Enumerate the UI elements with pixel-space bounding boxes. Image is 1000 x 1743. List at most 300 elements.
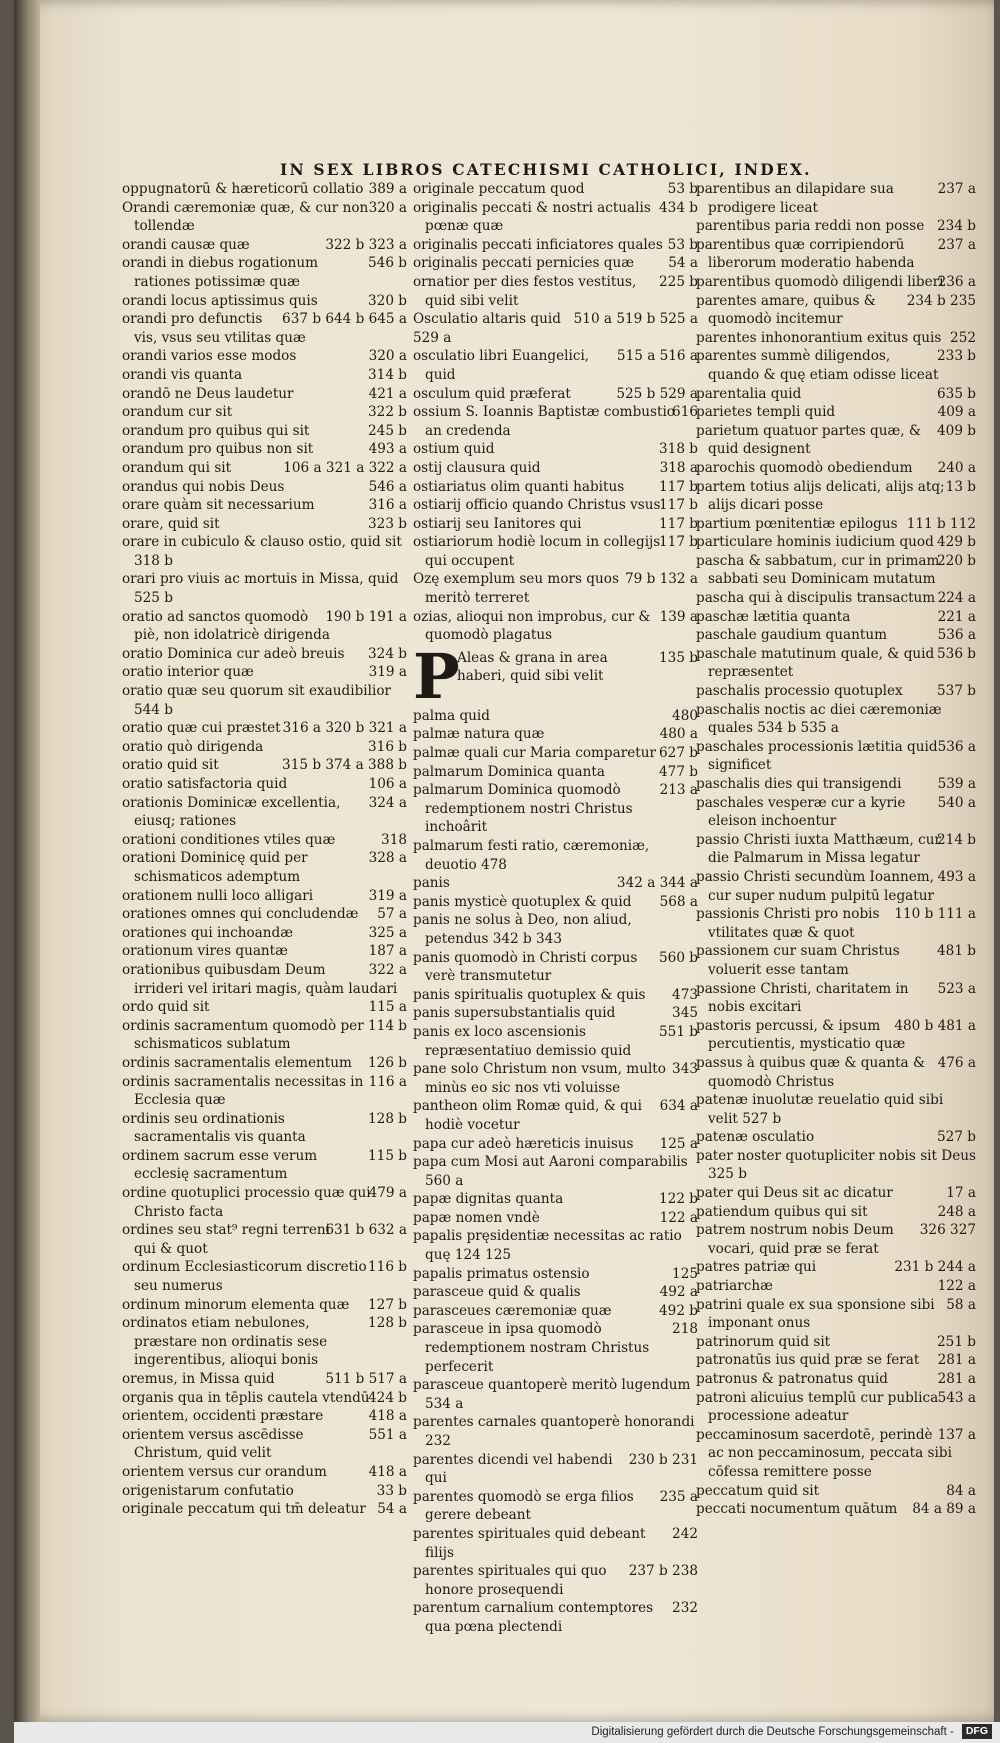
index-entry-pages: 320 a — [368, 348, 407, 365]
index-entry — [122, 663, 407, 682]
index-entry — [122, 1296, 407, 1315]
index-entry — [122, 1407, 407, 1426]
index-entry-pages: 252 — [950, 329, 976, 346]
index-entry — [122, 199, 407, 236]
index-entry — [122, 440, 407, 459]
index-entry-pages: 322 b 323 a — [325, 236, 407, 253]
index-entry — [413, 1451, 698, 1488]
index-entry-pages: 635 b — [937, 385, 976, 402]
index-entry — [122, 1073, 407, 1110]
index-entry — [413, 459, 698, 478]
index-entry — [696, 1296, 976, 1333]
index-entry-pages: 281 a — [937, 1352, 976, 1369]
index-entry-pages: 546 a — [368, 478, 407, 495]
index-entry-text: panis — [413, 875, 450, 892]
index-entry-text: peccaminosum sacerdotē, perindè ac non peccaminosum, peccata sibi cōfessa remittere posse — [696, 1426, 952, 1480]
index-entry-pages: 58 a — [946, 1296, 976, 1313]
index-entry — [413, 1525, 698, 1562]
index-entry-pages: 54 a — [668, 255, 698, 272]
index-entry-text: paschalis processio quotuplex — [696, 683, 903, 700]
index-entry-pages: 325 a — [368, 924, 407, 941]
index-entry-pages: 235 a — [659, 1488, 698, 1505]
index-entry-pages: 511 b 517 a — [325, 1371, 407, 1387]
index-entry-pages: 418 a — [368, 1463, 407, 1480]
index-entry-text: pastoris percussi, & ipsum percutientis, mysticatio quæ — [696, 1017, 906, 1053]
index-entry-pages: 117 b — [659, 534, 698, 551]
index-column-1 — [122, 180, 407, 1518]
index-entry-pages: 492 a — [659, 1284, 698, 1301]
index-entry-text: osculum quid præferat — [413, 385, 571, 402]
index-entry — [413, 1060, 698, 1097]
index-entry-pages: 324 b — [368, 645, 407, 662]
index-entry — [696, 1184, 976, 1203]
index-entry — [122, 1426, 407, 1463]
index-entry-text: parentes carnales quantoperè honorandi 232 — [413, 1414, 695, 1449]
index-entry-text: ordinem sacrum esse verum ecclesię sacramentum — [122, 1147, 318, 1183]
index-entry-text: ordinis sacramentalis necessitas in Ecclesia quæ — [122, 1073, 364, 1109]
index-entry — [413, 763, 698, 782]
index-entry-pages: 106 a 321 a 322 a — [283, 459, 407, 476]
index-entry — [413, 1488, 698, 1525]
index-entry — [122, 496, 407, 515]
index-entry — [122, 422, 407, 441]
index-entry-text: paschales vesperæ cur a kyrie eleison inchoentur — [696, 794, 906, 830]
index-entry-pages: 139 a — [659, 608, 698, 625]
index-entry-text: palmarum Dominica quanta — [413, 763, 605, 780]
index-entry — [413, 608, 698, 645]
index-entry-pages: 128 b — [368, 1315, 407, 1332]
index-entry — [413, 1302, 698, 1321]
index-entry — [696, 831, 976, 868]
index-entry-text: partem totius alijs delicati, alijs atq; alijs dicari posse — [696, 478, 945, 514]
index-entry-text: originale peccatum quod — [413, 181, 585, 197]
index-entry-text: parietes templi quid — [696, 404, 836, 421]
index-entry-pages: 231 b 244 a — [894, 1259, 976, 1276]
index-entry-text: parentes spirituales quid debeant filijs — [413, 1525, 646, 1561]
index-entry — [696, 533, 976, 552]
index-entry-text: ossium S. Ioannis Baptistæ combustio an credenda — [413, 404, 675, 439]
index-entry — [122, 924, 407, 943]
index-entry-pages: 237 a — [937, 181, 976, 197]
index-entry-pages: 537 b — [937, 683, 976, 700]
index-column-3 — [696, 180, 976, 1518]
index-entry — [122, 756, 407, 775]
index-entry — [696, 1128, 976, 1147]
index-entry-pages: 54 a — [377, 1501, 407, 1518]
index-entry-text: patronatūs ius quid præ se ferat — [696, 1352, 920, 1369]
index-entry-pages: 127 b — [368, 1296, 407, 1313]
index-entry-text: ordine quotuplici processio quæ qui Christo facta — [122, 1185, 371, 1220]
index-entry — [413, 329, 698, 348]
index-entry-pages: 409 b — [937, 422, 976, 439]
index-entry-text: ostiariorum hodiè locum in collegijs qui occupent — [413, 534, 661, 569]
index-entry-text: orientem, occidenti præstare — [122, 1408, 324, 1425]
index-entry — [122, 1221, 407, 1258]
index-entry-pages: 137 a — [937, 1426, 976, 1443]
index-entry-text: papa cur adeò hæreticis inuisus — [413, 1135, 634, 1152]
index-entry — [122, 887, 407, 906]
index-entry — [122, 775, 407, 794]
index-entry-text: orandi in diebus rogationum rationes potissimæ quæ — [122, 255, 319, 290]
index-entry — [413, 837, 698, 874]
index-entry-pages: 523 a — [937, 980, 976, 997]
index-entry-pages: 236 a — [937, 273, 976, 290]
index-entry-text: pater qui Deus sit ac dicatur — [696, 1185, 893, 1202]
index-entry — [122, 180, 407, 199]
index-entry-pages: 616 — [672, 404, 698, 421]
index-entry-text: ordo quid sit — [122, 999, 210, 1016]
index-entry — [696, 217, 976, 236]
index-entry-pages: 281 a — [937, 1371, 976, 1387]
index-entry — [413, 986, 698, 1005]
index-entry — [696, 236, 976, 273]
dfg-logo: DFG — [962, 1724, 992, 1739]
index-entry-pages: 540 a — [937, 794, 976, 811]
index-entry-text: patrinorum quid sit — [696, 1333, 831, 1350]
index-entry — [122, 292, 407, 311]
index-entry — [696, 273, 976, 292]
index-entry-pages: 237 b 238 — [628, 1563, 698, 1580]
index-entry-text: peccati nocumentum quātum — [696, 1501, 898, 1518]
index-entry-text: osculatio libri Euangelici, quid — [413, 348, 590, 383]
index-entry-text: orandum pro quibus non sit — [122, 441, 314, 458]
index-entry-text: originalis peccati & nostri actualis pœnæ quæ — [413, 199, 651, 235]
index-entry-text: patenæ osculatio — [696, 1129, 815, 1146]
index-entry-text: ordinatos etiam nebulones, præstare non ordinatis sese ingerentibus, alioqui bonis — [122, 1315, 328, 1369]
index-entry-text: ozias, alioqui non improbus, cur & quomodò plagatus — [413, 608, 651, 644]
index-entry — [122, 515, 407, 534]
index-entry-text: oratio ad sanctos quomodò piè, non idolatricè dirigenda — [122, 608, 330, 644]
index-entry-pages: 424 b — [368, 1389, 407, 1406]
index-entry — [696, 868, 976, 905]
index-entry-text: parietum quatuor partes quæ, & quid designent — [696, 422, 921, 458]
index-entry-pages: 492 b — [659, 1302, 698, 1319]
index-entry-text: oratio quid sit — [122, 757, 219, 774]
index-entry-text: passione Christi, charitatem in nobis excitari — [696, 980, 909, 1016]
index-entry-text: palmæ natura quæ — [413, 726, 545, 743]
index-entry-pages: 237 a — [937, 236, 976, 253]
index-entry-pages: 224 a — [937, 590, 976, 607]
index-entry-pages: 480 — [672, 707, 698, 724]
index-entry-text: parasceue in ipsa quomodò redemptionem nostram Christus perfecerit — [413, 1321, 650, 1375]
index-entry-text: oppugnatorū & hæreticorū collatio — [122, 181, 364, 197]
index-entry-text: orandi pro defunctis vis, vsus seu vtilitas quæ — [122, 311, 306, 346]
index-entry-pages: 318 — [381, 831, 407, 848]
index-entry-text: patriarchæ — [696, 1278, 773, 1295]
index-entry — [122, 608, 407, 645]
index-entry-pages: 117 b — [659, 478, 698, 495]
index-entry — [413, 1227, 698, 1264]
index-entry — [696, 403, 976, 422]
index-entry — [122, 1314, 407, 1370]
index-entry-text: oremus, in Missa quid — [122, 1371, 275, 1387]
index-entry-text: ostiarij seu Ianitores qui — [413, 515, 582, 532]
index-entry-text: partium pœnitentiæ epilogus — [696, 515, 898, 532]
index-entry-pages: 240 a — [937, 459, 976, 476]
index-entry-pages: 213 a — [659, 782, 698, 799]
index-entry-text: pane solo Christum non vsum, multo minùs eo sic nos vti voluisse — [413, 1061, 666, 1096]
index-entry — [413, 403, 698, 440]
index-entry — [696, 682, 976, 701]
index-entry-text: pascha qui à discipulis transactum — [696, 590, 936, 607]
index-entry — [413, 725, 698, 744]
index-entry-pages: 214 b — [937, 831, 976, 848]
index-entry-pages: 190 b 191 a — [325, 608, 407, 625]
index-entry-pages: 248 a — [937, 1203, 976, 1220]
index-entry-pages: 631 b 632 a — [325, 1222, 407, 1239]
index-entry — [413, 781, 698, 837]
index-entry-text: parentibus paria reddi non posse — [696, 218, 925, 235]
index-entry — [122, 831, 407, 850]
index-entry-pages: 515 a 516 a — [616, 348, 698, 365]
index-entry-pages: 481 b — [937, 943, 976, 960]
index-entry-text: orationi Dominicę quid per schismaticos ademptum — [122, 850, 308, 885]
index-entry-text: oratio quæ seu quorum sit exaudibilior 544 b — [122, 683, 392, 718]
index-entry — [696, 794, 976, 831]
index-entry-pages: 53 b — [667, 181, 698, 197]
index-entry-pages: 480 b 481 a — [894, 1017, 976, 1034]
index-entry-pages: 221 a — [937, 608, 976, 625]
index-entry — [413, 893, 698, 912]
index-entry — [413, 874, 698, 893]
index-entry-pages: 122 b — [659, 1191, 698, 1208]
index-entry — [413, 1413, 698, 1450]
index-entry-pages: 525 b 529 a — [616, 385, 698, 402]
index-entry — [413, 1209, 698, 1228]
index-entry-text: orandō ne Deus laudetur — [122, 385, 294, 402]
index-entry-text: papa cum Mosi aut Aaroni comparabilis 560 a — [413, 1154, 688, 1189]
index-entry-pages: 125 — [672, 1265, 698, 1282]
index-entry — [696, 645, 976, 682]
index-entry — [413, 273, 698, 310]
index-entry-pages: 318 b — [659, 441, 698, 458]
index-entry-text: Orandi cæremoniæ quæ, & cur non tollendæ — [122, 199, 369, 235]
index-entry-text: pantheon olim Romæ quid, & qui hodiè vocetur — [413, 1098, 642, 1133]
index-entry-pages: 316 b — [368, 738, 407, 755]
index-entry-pages: 493 a — [937, 868, 976, 885]
index-entry-pages: 342 a 344 a — [616, 875, 698, 892]
index-entry-pages: 114 b — [368, 1017, 407, 1034]
index-entry-text: parentes quomodò se erga filios gerere debeant — [413, 1488, 634, 1524]
index-entry-text: Aleas & grana in area haberi, quid sibi velit — [457, 649, 608, 685]
index-entry — [696, 1370, 976, 1389]
index-entry-text: parentes amare, quibus & quomodò incitemur — [696, 292, 876, 328]
index-entry-pages: 510 a 519 b 525 a — [573, 311, 698, 328]
index-entry-pages: 110 b 111 a — [894, 906, 976, 923]
index-entry — [696, 1333, 976, 1352]
index-entry-pages: 539 a — [937, 776, 976, 792]
index-entry-pages: 233 b — [937, 348, 976, 365]
index-entry — [122, 849, 407, 886]
index-entry-text: 529 a — [413, 329, 452, 346]
index-entry-pages: 79 b 132 a — [624, 571, 698, 588]
index-entry-text: paschalis dies qui transigendi — [696, 776, 902, 792]
index-entry-text: pater noster quotupliciter nobis sit Deus 325 b — [696, 1147, 976, 1183]
index-entry — [122, 1500, 407, 1519]
index-entry-pages: 84 a — [946, 1482, 976, 1499]
index-entry — [696, 1389, 976, 1426]
index-entry — [413, 1265, 698, 1284]
index-entry-pages: 480 a — [659, 726, 698, 743]
index-entry — [122, 905, 407, 924]
index-entry-text: ordines seu stat⁹ regni terreni qui & quot — [122, 1222, 331, 1257]
index-entry-text: palmæ quali cur Maria comparetur — [413, 745, 656, 762]
index-entry-pages: 218 — [672, 1321, 698, 1338]
index-entry — [122, 459, 407, 478]
index-entry — [122, 1017, 407, 1054]
index-entry — [413, 1153, 698, 1190]
index-entry-text: palmarum Dominica quomodò redemptionem nostri Christus inchoârit — [413, 782, 633, 836]
index-entry — [413, 310, 698, 329]
index-entry — [413, 533, 698, 570]
index-entry-pages: 57 a — [377, 906, 407, 923]
index-entry-text: papalis primatus ostensio — [413, 1265, 590, 1282]
index-entry-text: ordinis seu ordinationis sacramentalis vis quanta — [122, 1110, 306, 1146]
index-entry-pages: 251 b — [937, 1333, 976, 1350]
index-entry-text: orandum cur sit — [122, 404, 233, 421]
index-entry — [413, 1004, 698, 1023]
index-entry-text: ordinis sacramentalis elementum — [122, 1054, 352, 1071]
index-entry — [413, 180, 698, 199]
index-entry — [413, 515, 698, 534]
index-entry-pages: 326 327 — [919, 1222, 976, 1239]
index-entry-text: orandi locus aptissimus quis — [122, 292, 318, 309]
book-spine-shadow — [14, 0, 40, 1722]
index-entry — [122, 403, 407, 422]
index-entry — [122, 682, 407, 719]
index-entry-pages: 242 — [672, 1525, 698, 1542]
index-entry-pages: 551 b — [659, 1023, 698, 1040]
index-entry — [696, 1221, 976, 1258]
index-entry-pages: 115 b — [368, 1147, 407, 1164]
index-entry — [122, 570, 407, 607]
index-entry-pages: 106 a — [368, 776, 407, 792]
index-entry-text: oratio Dominica cur adeò breuis — [122, 645, 345, 662]
index-entry-text: patiendum quibus qui sit — [696, 1203, 868, 1220]
index-entry — [413, 949, 698, 986]
index-entry-text: parentibus quomodò diligendi liberi — [696, 273, 944, 290]
index-entry-text: patrem nostrum nobis Deum vocari, quid præ se ferat — [696, 1222, 894, 1257]
index-entry — [413, 744, 698, 763]
index-entry-text: peccatum quid sit — [696, 1482, 820, 1499]
index-entry-pages: 319 a — [368, 887, 407, 904]
index-entry — [122, 645, 407, 664]
index-entry — [122, 1370, 407, 1389]
index-entry — [696, 1258, 976, 1277]
index-entry-text: orationes qui inchoandæ — [122, 924, 293, 941]
index-entry — [696, 738, 976, 775]
index-entry-text: orandi varios esse modos — [122, 348, 297, 365]
index-entry-text: paschæ lætitia quanta — [696, 608, 851, 625]
index-entry — [413, 707, 698, 726]
index-entry-pages: 536 b — [937, 645, 976, 662]
index-entry-text: parentes dicendi vel habendi qui — [413, 1451, 613, 1487]
footer-credit: Digitalisierung gefördert durch die Deutsche Forschungsgemeinschaft - — [591, 1726, 954, 1738]
index-entry — [696, 515, 976, 534]
index-entry-text: originalis peccati pernicies quæ — [413, 255, 635, 272]
index-entry-pages: 122 a — [659, 1209, 698, 1226]
index-entry-text: parasceue quid & qualis — [413, 1284, 581, 1301]
index-entry-text: orientem versus cur orandum — [122, 1463, 327, 1480]
index-entry-pages: 322 a — [368, 961, 407, 978]
index-entry-text: Ozę exemplum seu mors quos meritò terreret — [413, 571, 619, 607]
index-entry-pages: 536 a — [937, 627, 976, 644]
index-entry-text: ostiariatus olim quanti habitus — [413, 478, 625, 495]
index-entry — [696, 1500, 976, 1519]
index-entry-pages: 117 b — [659, 515, 698, 532]
index-entry-text: patroni alicuius templū cur publica processione adeatur — [696, 1389, 939, 1425]
index-entry — [696, 1017, 976, 1054]
index-entry-pages: 314 b — [368, 366, 407, 383]
index-entry-pages: 421 a — [368, 385, 407, 402]
index-entry-text: Osculatio altaris quid — [413, 311, 561, 328]
index-entry — [696, 292, 976, 329]
index-entry-text: passionem cur suam Christus voluerit esse tantam — [696, 943, 900, 978]
index-entry — [413, 570, 698, 607]
index-entry-text: parentibus quæ corripiendorū liberorum moderatio habenda — [696, 236, 915, 272]
index-entry-text: orationum vires quantæ — [122, 943, 288, 960]
index-entry — [696, 180, 976, 217]
index-entry — [413, 1097, 698, 1134]
index-entry — [122, 998, 407, 1017]
index-entry — [122, 366, 407, 385]
index-entry — [696, 589, 976, 608]
index-entry-pages: 322 b — [368, 404, 407, 421]
index-entry — [696, 1351, 976, 1370]
index-entry — [122, 1258, 407, 1295]
index-entry-pages: 493 a — [368, 441, 407, 458]
index-entry-pages: 220 b — [937, 552, 976, 569]
index-entry-text: panis supersubstantialis quid — [413, 1005, 616, 1022]
index-entry-pages: 409 a — [937, 404, 976, 421]
index-entry-text: orare, quid sit — [122, 515, 220, 532]
index-entry-pages: 33 b — [376, 1482, 407, 1499]
index-entry-pages: 434 b — [659, 199, 698, 216]
footer-bar — [14, 1722, 1000, 1743]
index-entry-pages: 627 b — [659, 745, 698, 762]
index-entry — [122, 236, 407, 255]
index-column-2 — [413, 180, 698, 1635]
index-entry-text: paschale matutinum quale, & quid repræsentet — [696, 645, 935, 681]
index-entry-pages: 324 a — [368, 794, 407, 811]
index-entry — [413, 1135, 698, 1154]
index-entry-pages: 128 b — [368, 1110, 407, 1127]
index-entry — [696, 459, 976, 478]
index-entry-text: panis quomodò in Christi corpus verè transmutetur — [413, 949, 638, 985]
index-entry-text: panis mysticè quotuplex & quid — [413, 893, 632, 910]
index-entry — [413, 496, 698, 515]
index-entry-pages: 187 a — [368, 943, 407, 960]
index-entry — [413, 254, 698, 273]
index-entry — [122, 738, 407, 757]
index-entry-pages: 429 b — [937, 534, 976, 551]
index-entry — [413, 199, 698, 236]
index-entry-text: ordinum Ecclesiasticorum discretio seu numerus — [122, 1259, 367, 1295]
index-entry — [696, 1277, 976, 1296]
index-entry — [122, 1389, 407, 1408]
index-entry — [122, 478, 407, 497]
index-entry-pages: 479 a — [368, 1185, 407, 1202]
index-entry-text: orare in cubiculo & clauso ostio, quid sit 318 b — [122, 534, 402, 569]
index-entry-text: ostij clausura quid — [413, 459, 541, 476]
index-entry-pages: 234 b 235 — [906, 292, 976, 309]
index-entry-text: passio Christi secundùm Ioannem, cur super nudum pulpitū legatur — [696, 868, 934, 904]
index-entry-text: orationis Dominicæ excellentia, eiusq; rationes — [122, 794, 341, 830]
index-entry-text: parasceues cæremoniæ quæ — [413, 1302, 612, 1319]
index-entry-pages: 315 b 374 a 388 b — [282, 757, 407, 774]
drop-cap-letter: P — [413, 639, 460, 713]
index-entry — [122, 347, 407, 366]
